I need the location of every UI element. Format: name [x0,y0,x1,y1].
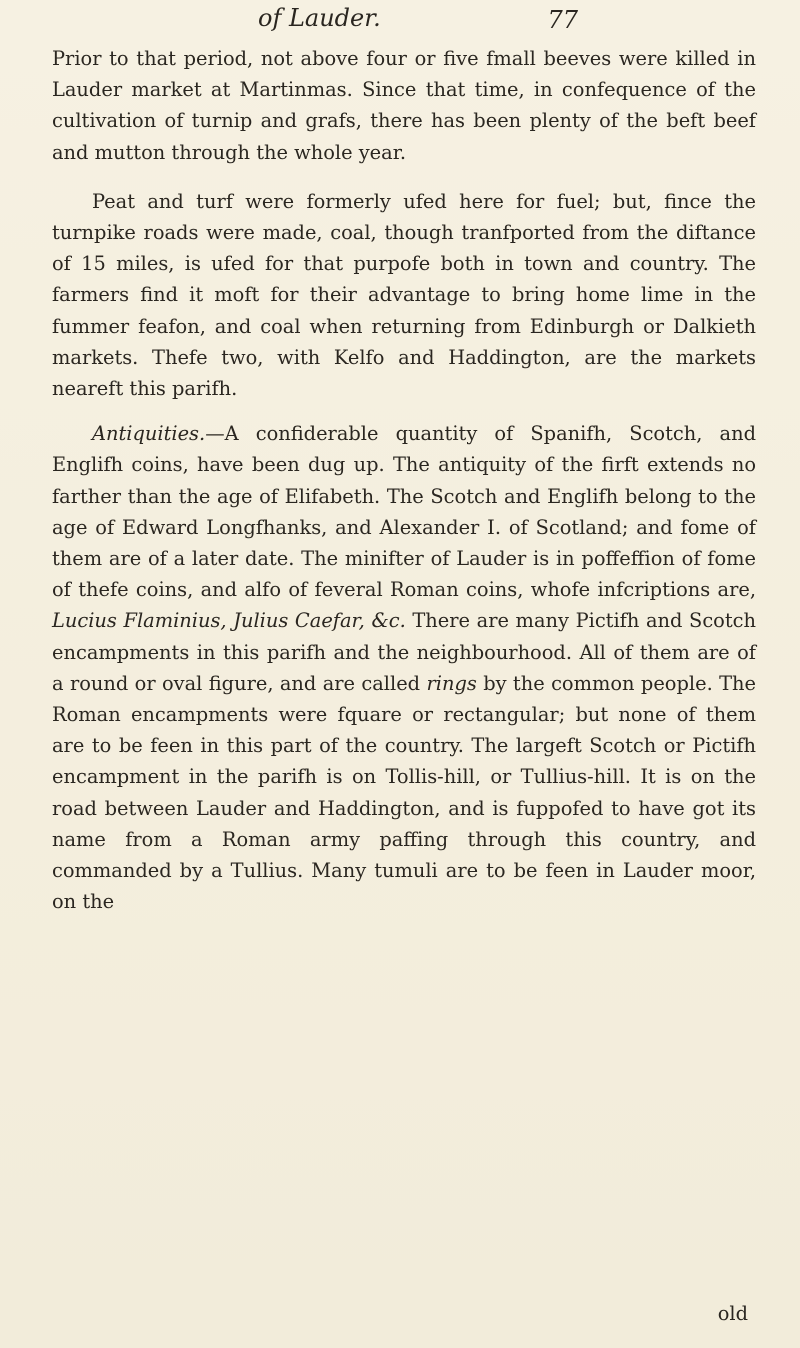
antiquities-text-b: There are many Pictifh and Scotch encampments in this parifh and the neighbourhood. All of them are of a round or oval figure, and are called [52,609,756,695]
paragraph-fuel: Peat and turf were formerly ufed here for fuel; but, fince the turnpike roads were made, coal, though tranfported from the diftance of 15 miles, is ufed for that purpofe both in town and country. The farmers find it moft for their advantage to bring home lime in the fummer feafon, and coal when returning from Edinburgh or Dalkieth markets. Thefe two, with Kelfo and Haddington, are the markets neareft this parifh. [52,189,756,401]
antiquities-text-c: by the common people. The Roman encampments were fquare or rectangular; but none of them are to be feen in this part of the country. The largeft Scotch or Pictifh encampment in the parifh is on Tollis-hill, or Tullius-hill. It is on the road between Lauder and Haddington, and is fuppofed to have got its name from a Roman army paffing through this country, and commanded by a Tullius. Many tumuli are to be feen in Lauder moor, on the [52,671,757,914]
page-header [238,4,578,38]
page-body [52,43,756,917]
antiquities-text-a: —A confiderable quantity of Spanifh, Scotch, and Englifh coins, have been dug up. The antiquity of the firft extends no farther than the age of Elifabeth. The Scotch and Englifh belong to the age of Edward Longfhanks, and Alexander I. of Scotland; and fome of them are of a later date. The minifter of Lauder is in poffeffion of fome of thefe coins, and alfo of feveral Roman coins, whofe infcriptions are, [52,422,756,602]
paragraph-antiquities [52,418,756,917]
section-heading-antiquities: Antiquities. [92,422,206,446]
rings-term: rings [426,671,477,695]
paragraph-beef-market: Prior to that period, not above four or five fmall beeves were killed in Lauder market at Martinmas. Since that time, in confequence of the cultivation of turnip and grafs, there has been plenty of the beft beef and mutton through the whole year. [52,47,756,164]
coin-inscriptions: Lucius Flaminius, Julius Caefar, &c. [52,609,406,633]
page-number: 77 [547,6,578,34]
running-title: of Lauder. [258,4,381,32]
catchword: old [717,1302,748,1325]
